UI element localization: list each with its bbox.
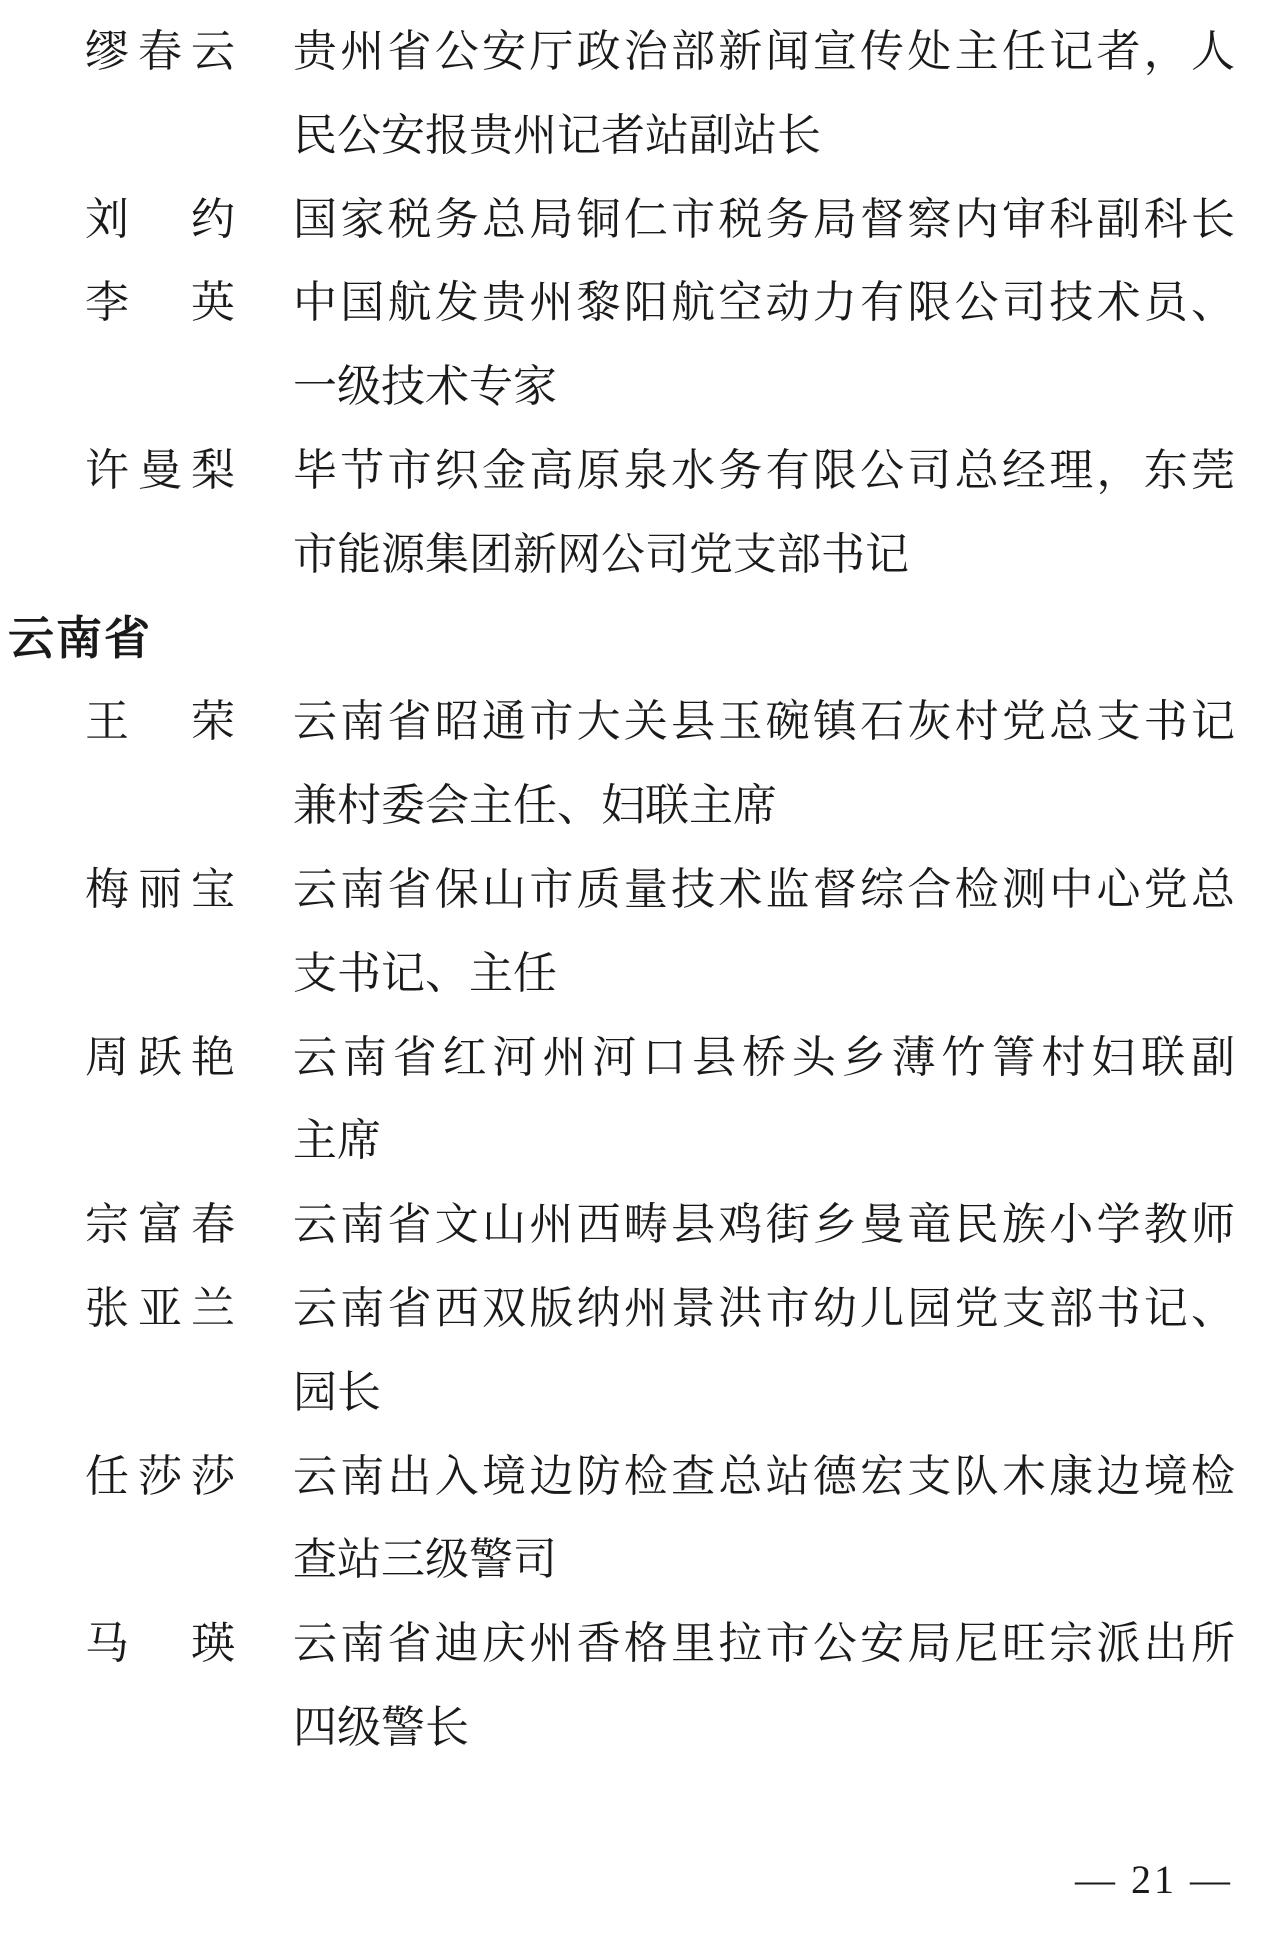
entry-description-line: 主席	[293, 1116, 381, 1166]
entry-description-line: 云南省昭通市大关县玉碗镇石灰村党总支书记	[293, 697, 1235, 747]
entry-description-line: 四级警长	[293, 1702, 469, 1752]
entry-description	[293, 1267, 1235, 1435]
entry-description-line: 云南出入境边防检查总站德宏支队木康边境检	[293, 1451, 1235, 1501]
entry-description	[293, 1183, 1235, 1267]
entry-description	[293, 1602, 1235, 1770]
entry-description	[293, 1016, 1235, 1184]
entry-row	[0, 261, 1280, 429]
entry-description-line: 云南省文山州西畴县鸡街乡曼竜民族小学教师	[293, 1200, 1235, 1250]
entry-description-line: 云南省西双版纳州景洪市幼儿园党支部书记、	[293, 1283, 1235, 1333]
entry-name: 刘 约	[85, 194, 235, 244]
entry-description-line: 支书记、主任	[293, 948, 557, 998]
entry-description-line: 贵州省公安厅政治部新闻宣传处主任记者，人	[293, 27, 1235, 76]
entry-row	[0, 1435, 1280, 1603]
entry-description	[293, 261, 1235, 429]
entry-row	[0, 1016, 1280, 1184]
entry-description-line: 市能源集团新网公司党支部书记	[293, 529, 909, 579]
province-section-header: 云南省	[8, 611, 152, 664]
entry-name: 许曼梨	[85, 445, 235, 495]
entry-description-line: 国家税务总局铜仁市税务局督察内审科副科长	[293, 194, 1235, 244]
entry-description-line: 毕节市织金高原泉水务有限公司总经理，东莞	[293, 445, 1235, 495]
entry-row	[0, 10, 1280, 178]
entry-description-line: 查站三级警司	[293, 1535, 557, 1585]
entry-description	[293, 680, 1235, 848]
entry-row	[0, 178, 1280, 262]
entry-description	[293, 1435, 1235, 1603]
entry-description-line: 民公安报贵州记者站副站长	[293, 110, 821, 160]
entry-name: 宗富春	[85, 1200, 235, 1250]
entry-name: 马 瑛	[85, 1619, 235, 1669]
entry-description-line: 园长	[293, 1367, 381, 1417]
entry-name: 李 英	[85, 278, 235, 328]
entry-description-line: 一级技术专家	[293, 362, 557, 412]
entry-description	[293, 10, 1235, 178]
entry-row	[0, 1602, 1280, 1770]
entry-row	[0, 429, 1280, 597]
entry-name: 周跃艳	[85, 1032, 235, 1082]
entry-row	[0, 1267, 1280, 1435]
entry-name: 缪春云	[85, 27, 235, 76]
entry-description	[293, 429, 1235, 597]
entry-description-line: 中国航发贵州黎阳航空动力有限公司技术员、	[293, 278, 1235, 328]
entry-name: 任莎莎	[85, 1451, 235, 1501]
entry-row	[0, 1183, 1280, 1267]
entry-row	[0, 680, 1280, 848]
entry-description-line: 兼村委会主任、妇联主席	[293, 781, 777, 831]
entry-description	[293, 178, 1235, 262]
entry-description-line: 云南省红河州河口县桥头乡薄竹箐村妇联副	[293, 1032, 1235, 1082]
page-number: — 21 —	[1075, 1857, 1233, 1902]
entry-row	[0, 848, 1280, 1016]
entry-name: 梅丽宝	[85, 864, 235, 914]
document-body	[0, 10, 1280, 1770]
entry-description	[293, 848, 1235, 1016]
entry-description-line: 云南省迪庆州香格里拉市公安局尼旺宗派出所	[293, 1619, 1235, 1669]
entry-name: 张亚兰	[85, 1283, 235, 1333]
entry-description-line: 云南省保山市质量技术监督综合检测中心党总	[293, 864, 1235, 914]
entry-name: 王 荣	[85, 697, 235, 747]
